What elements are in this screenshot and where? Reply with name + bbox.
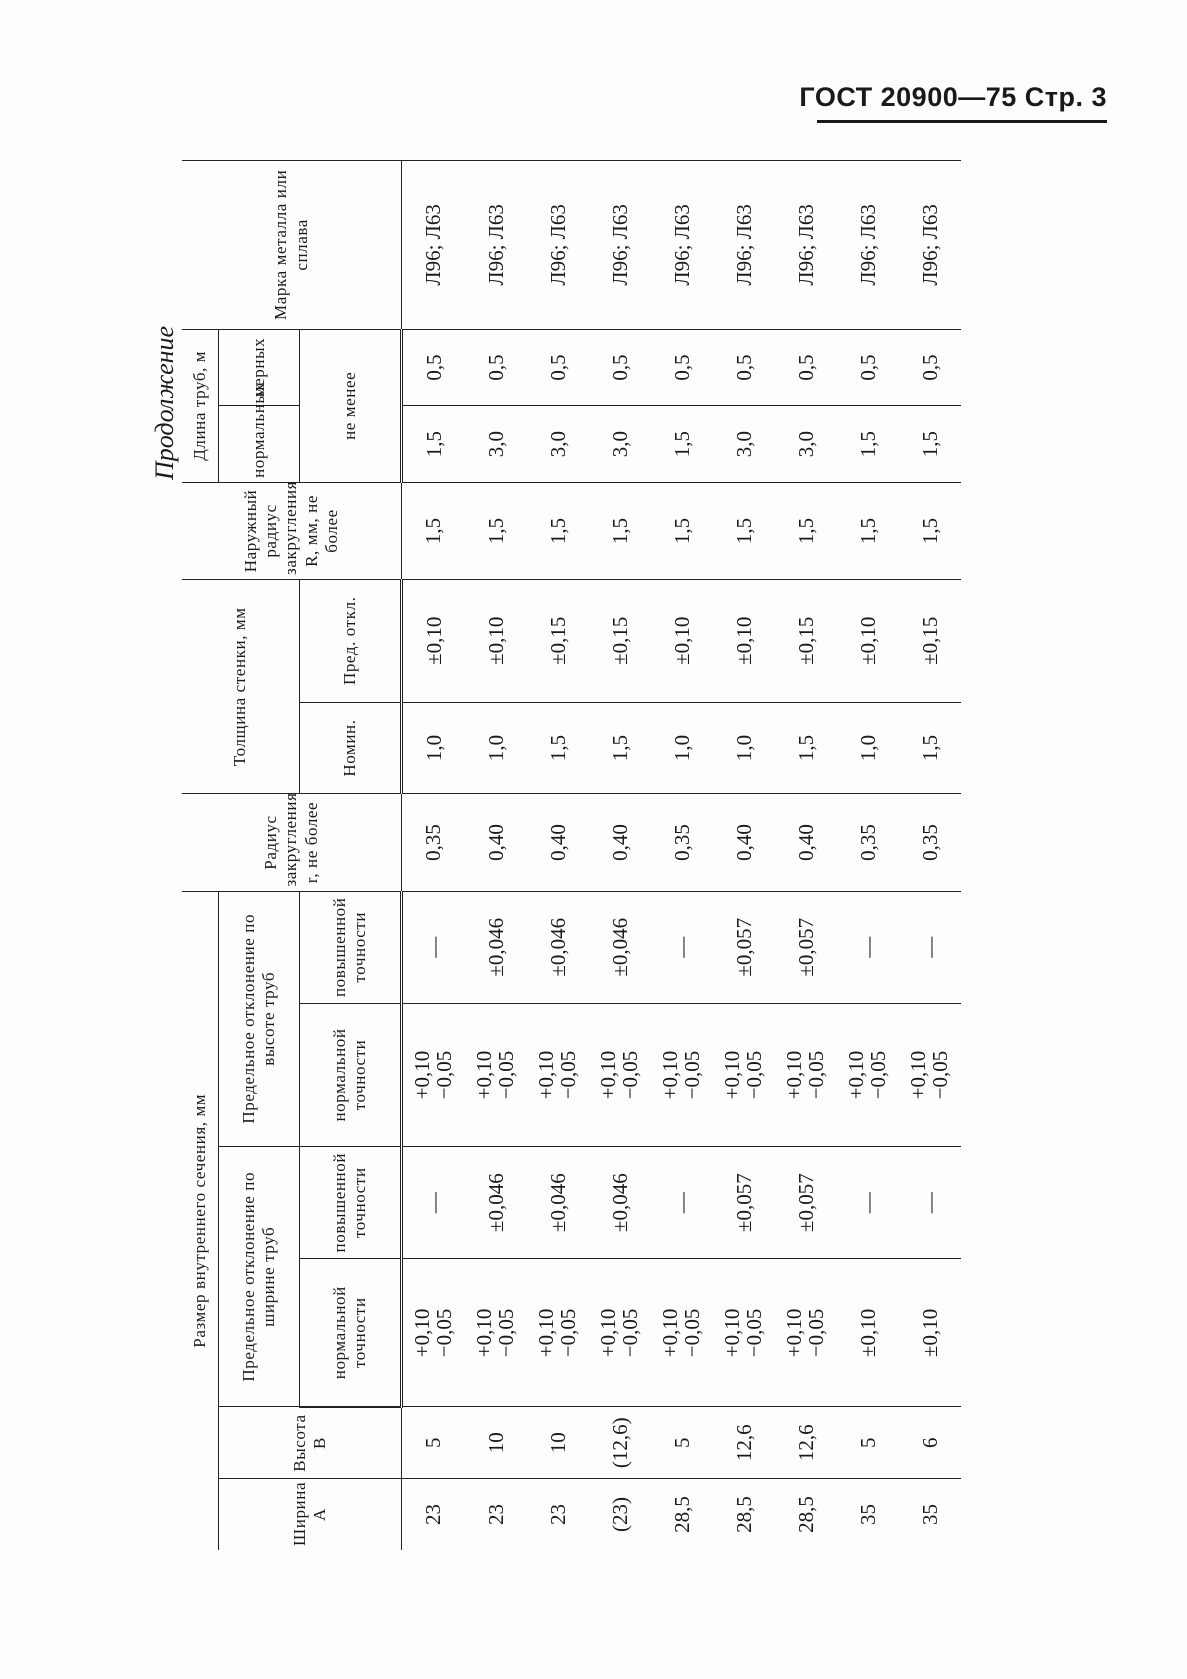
inner-radius-header: Радиус закругления r, не более (182, 794, 402, 891)
wall-nominal-cell: 1,0 (837, 702, 899, 794)
grade-cell: Л96; Л63 (402, 161, 466, 330)
height-high-dev-cell: — (899, 891, 961, 1003)
inner-radius-cell: 0,35 (899, 794, 961, 891)
height-cell: 5 (402, 1407, 466, 1479)
length-measured-cell: 0,5 (527, 329, 589, 406)
deviation-lower: −0,05 (556, 1308, 581, 1358)
table-row (713, 161, 775, 1551)
wall-nominal-cell: 1,5 (775, 702, 837, 794)
width-header: Ширина A (219, 1479, 402, 1551)
width-high-dev-cell: — (899, 1147, 961, 1259)
length-measured-cell: 0,5 (465, 329, 527, 406)
height-high-dev-cell: — (402, 891, 466, 1003)
height-cell: 10 (527, 1407, 589, 1479)
deviation-lower: −0,05 (494, 1308, 519, 1358)
length-measured-cell: 0,5 (651, 329, 713, 406)
inner-radius-cell: 0,40 (713, 794, 775, 891)
width-high-dev-cell: ±0,046 (527, 1147, 589, 1259)
height-high-dev-cell: ±0,046 (465, 891, 527, 1003)
grade-cell: Л96; Л63 (651, 161, 713, 330)
deviation-upper: +0,10 (719, 1050, 744, 1100)
wall-nominal-cell: 1,0 (651, 702, 713, 794)
width-cell: 28,5 (713, 1479, 775, 1551)
width-high-dev-cell: ±0,046 (465, 1147, 527, 1259)
deviation-upper: +0,10 (471, 1050, 496, 1100)
deviation-upper: +0,10 (657, 1308, 682, 1358)
table-row (589, 161, 651, 1551)
inner-radius-cell: 0,40 (775, 794, 837, 891)
outer-radius-cell: 1,5 (402, 482, 466, 579)
dimensions-table (182, 160, 961, 1550)
height-normal-dev-cell (899, 1003, 961, 1146)
width-normal-dev-cell (713, 1259, 775, 1407)
height-cell: 10 (465, 1407, 527, 1479)
height-normal-dev-cell (589, 1003, 651, 1146)
deviation-upper: +0,10 (905, 1050, 930, 1100)
wall-deviation-cell: ±0,15 (589, 579, 651, 702)
inner-size-header: Размер внутреннего сечения, мм (182, 891, 219, 1550)
length-normal-cell: 1,5 (899, 406, 961, 483)
table-row (465, 161, 527, 1551)
length-header: Длина труб, м (182, 329, 219, 482)
wall-deviation-cell: ±0,10 (651, 579, 713, 702)
wall-nominal-cell: 1,5 (527, 702, 589, 794)
wall-nominal-cell: 1,5 (899, 702, 961, 794)
height-deviation-header: Предельное отклонение по высоте труб (219, 891, 300, 1146)
outer-radius-cell: 1,5 (589, 482, 651, 579)
deviation-upper: +0,10 (533, 1308, 558, 1358)
wall-deviation-cell: ±0,10 (713, 579, 775, 702)
width-cell: 23 (527, 1479, 589, 1551)
deviation-upper: +0,10 (409, 1308, 434, 1358)
height-high-dev-cell: ±0,046 (589, 891, 651, 1003)
deviation-lower: −0,05 (432, 1308, 457, 1358)
wall-deviation-cell: ±0,10 (465, 579, 527, 702)
inner-radius-cell: 0,35 (651, 794, 713, 891)
deviation-upper: +0,10 (533, 1050, 558, 1100)
length-normal-cell: 3,0 (589, 406, 651, 483)
width-high-dev-cell: ±0,057 (713, 1147, 775, 1259)
width-cell: 35 (837, 1479, 899, 1551)
width-cell: (23) (589, 1479, 651, 1551)
wall-deviation-header: Пред. откл. (300, 579, 402, 702)
length-normal-cell: 1,5 (651, 406, 713, 483)
grade-cell: Л96; Л63 (589, 161, 651, 330)
height-normal-dev-cell (775, 1003, 837, 1146)
height-cell: 6 (899, 1407, 961, 1479)
width-normal-dev-cell (899, 1259, 961, 1407)
length-normal-cell: 3,0 (775, 406, 837, 483)
deviation-upper: +0,10 (781, 1050, 806, 1100)
rotated-table-wrapper (150, 160, 1050, 1550)
deviation-lower: −0,05 (432, 1050, 457, 1100)
grade-cell: Л96; Л63 (775, 161, 837, 330)
height-high-dev-cell: — (651, 891, 713, 1003)
height-cell: 12,6 (713, 1407, 775, 1479)
table-row (837, 161, 899, 1551)
outer-radius-header: Наружный радиус закругления R, мм, не более (182, 482, 402, 579)
deviation-lower: −0,05 (556, 1050, 581, 1100)
wall-nominal-cell: 1,0 (465, 702, 527, 794)
wall-deviation-cell: ±0,15 (527, 579, 589, 702)
width-normal-dev-cell (651, 1259, 713, 1407)
height-normal-dev-cell (465, 1003, 527, 1146)
deviation-lower: −0,05 (742, 1308, 767, 1358)
width-cell: 35 (899, 1479, 961, 1551)
deviation-lower: −0,05 (680, 1308, 705, 1358)
wall-deviation-cell: ±0,15 (775, 579, 837, 702)
length-measured-header: мерных (219, 329, 300, 406)
height-high-dev-cell: ±0,057 (713, 891, 775, 1003)
deviation-lower: −0,05 (742, 1050, 767, 1100)
height-normal-dev-cell (402, 1003, 466, 1146)
width-high-dev-cell: — (837, 1147, 899, 1259)
width-normal-dev-cell (775, 1259, 837, 1407)
deviation-upper: +0,10 (719, 1308, 744, 1358)
grade-cell: Л96; Л63 (527, 161, 589, 330)
deviation-lower: −0,05 (804, 1050, 829, 1100)
width-normal-dev-cell (402, 1259, 466, 1407)
deviation-upper: ±0,10 (917, 1308, 942, 1358)
deviation-lower: −0,05 (804, 1308, 829, 1358)
outer-radius-cell: 1,5 (651, 482, 713, 579)
inner-radius-cell: 0,35 (402, 794, 466, 891)
width-normal-dev-cell (589, 1259, 651, 1407)
outer-radius-cell: 1,5 (713, 482, 775, 579)
deviation-lower: −0,05 (928, 1050, 953, 1100)
wall-deviation-cell: ±0,15 (899, 579, 961, 702)
wall-nominal-cell: 1,5 (589, 702, 651, 794)
page-header: ГОСТ 20900—75 Стр. 3 (799, 82, 1107, 112)
width-cell: 28,5 (651, 1479, 713, 1551)
continuation-label: Продолжение (150, 325, 179, 480)
width-normal-dev-cell (837, 1259, 899, 1407)
table-row (899, 161, 961, 1551)
height-high-dev-cell: ±0,057 (775, 891, 837, 1003)
table-row (402, 161, 466, 1551)
width-normal-precision-header: нормальной точности (300, 1259, 402, 1407)
wall-nominal-header: Номин. (300, 702, 402, 794)
deviation-lower: −0,05 (494, 1050, 519, 1100)
length-min-header: не менее (300, 329, 402, 482)
table-row (527, 161, 589, 1551)
length-measured-cell: 0,5 (775, 329, 837, 406)
width-high-dev-cell: ±0,046 (589, 1147, 651, 1259)
height-normal-dev-cell (713, 1003, 775, 1146)
deviation-lower: −0,05 (866, 1050, 891, 1100)
height-cell: 12,6 (775, 1407, 837, 1479)
wall-thickness-header: Толщина стенки, мм (182, 579, 300, 794)
deviation-upper: +0,10 (657, 1050, 682, 1100)
deviation-lower: −0,05 (618, 1050, 643, 1100)
length-normal-header: нормальных (219, 406, 300, 483)
length-normal-cell: 3,0 (713, 406, 775, 483)
grade-cell: Л96; Л63 (465, 161, 527, 330)
inner-radius-cell: 0,40 (589, 794, 651, 891)
length-normal-cell: 3,0 (527, 406, 589, 483)
wall-nominal-cell: 1,0 (713, 702, 775, 794)
height-normal-dev-cell (837, 1003, 899, 1146)
width-cell: 28,5 (775, 1479, 837, 1551)
length-normal-cell: 1,5 (837, 406, 899, 483)
inner-radius-cell: 0,35 (837, 794, 899, 891)
length-normal-cell: 1,5 (402, 406, 466, 483)
outer-radius-cell: 1,5 (899, 482, 961, 579)
inner-radius-cell: 0,40 (465, 794, 527, 891)
outer-radius-cell: 1,5 (465, 482, 527, 579)
deviation-upper: +0,10 (781, 1308, 806, 1358)
height-high-dev-cell: ±0,046 (527, 891, 589, 1003)
length-measured-cell: 0,5 (713, 329, 775, 406)
height-cell: 5 (651, 1407, 713, 1479)
grade-header: Марка металла или сплава (182, 161, 402, 330)
height-header: Высота B (219, 1407, 402, 1479)
wall-nominal-cell: 1,0 (402, 702, 466, 794)
length-measured-cell: 0,5 (899, 329, 961, 406)
width-deviation-header: Предельное отклонение по ширине труб (219, 1147, 300, 1408)
length-measured-cell: 0,5 (589, 329, 651, 406)
table-row (775, 161, 837, 1551)
length-normal-cell: 3,0 (465, 406, 527, 483)
inner-radius-cell: 0,40 (527, 794, 589, 891)
height-cell: (12,6) (589, 1407, 651, 1479)
height-normal-dev-cell (527, 1003, 589, 1146)
deviation-upper: +0,10 (595, 1050, 620, 1100)
length-measured-cell: 0,5 (837, 329, 899, 406)
height-high-precision-header: повышенной точности (300, 891, 402, 1003)
width-high-precision-header: повышенной точности (300, 1147, 402, 1259)
deviation-upper: +0,10 (471, 1308, 496, 1358)
width-high-dev-cell: ±0,057 (775, 1147, 837, 1259)
grade-cell: Л96; Л63 (899, 161, 961, 330)
wall-deviation-cell: ±0,10 (402, 579, 466, 702)
height-normal-dev-cell (651, 1003, 713, 1146)
height-cell: 5 (837, 1407, 899, 1479)
grade-cell: Л96; Л63 (837, 161, 899, 330)
grade-cell: Л96; Л63 (713, 161, 775, 330)
height-normal-precision-header: нормальной точности (300, 1003, 402, 1146)
wall-deviation-cell: ±0,10 (837, 579, 899, 702)
height-high-dev-cell: — (837, 891, 899, 1003)
width-normal-dev-cell (527, 1259, 589, 1407)
width-high-dev-cell: — (651, 1147, 713, 1259)
deviation-upper: +0,10 (409, 1050, 434, 1100)
width-high-dev-cell: — (402, 1147, 466, 1259)
deviation-upper: ±0,10 (855, 1308, 880, 1358)
outer-radius-cell: 1,5 (775, 482, 837, 579)
deviation-lower: −0,05 (680, 1050, 705, 1100)
table-row (651, 161, 713, 1551)
width-cell: 23 (465, 1479, 527, 1551)
outer-radius-cell: 1,5 (527, 482, 589, 579)
deviation-upper: +0,10 (843, 1050, 868, 1100)
width-normal-dev-cell (465, 1259, 527, 1407)
header-rule (817, 120, 1107, 123)
deviation-upper: +0,10 (595, 1308, 620, 1358)
width-cell: 23 (402, 1479, 466, 1551)
deviation-lower: −0,05 (618, 1308, 643, 1358)
length-measured-cell: 0,5 (402, 329, 466, 406)
outer-radius-cell: 1,5 (837, 482, 899, 579)
